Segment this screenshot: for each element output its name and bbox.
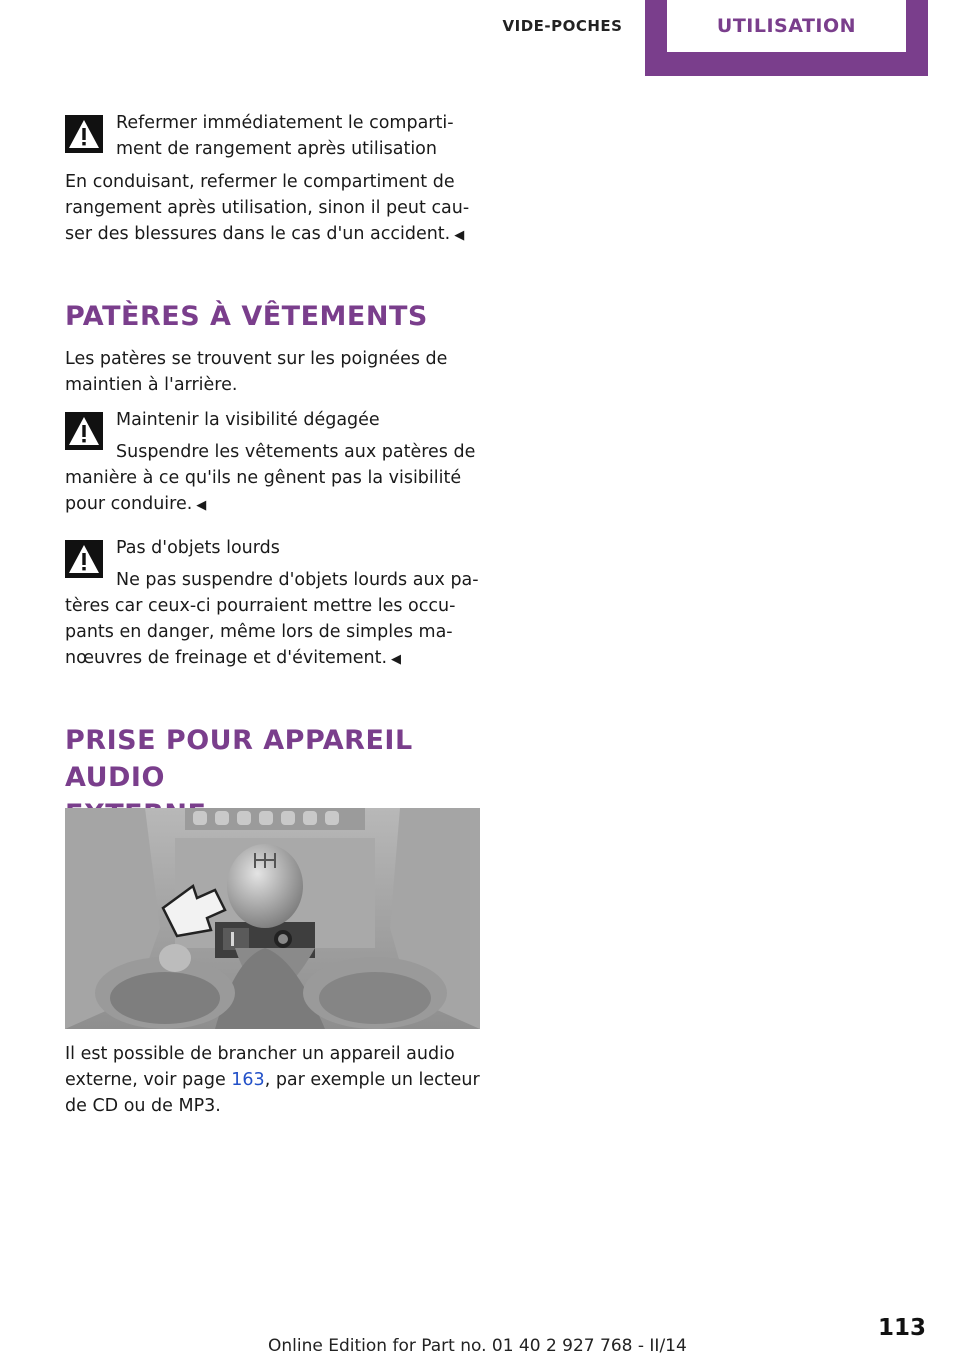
warning-title: Maintenir la visibilité dégagée: [116, 410, 380, 430]
end-mark-icon: ◀: [196, 498, 207, 513]
warning-visibility: [65, 407, 480, 519]
page-link[interactable]: 163: [231, 1070, 265, 1090]
warning-title: Pas d'objets lourds: [116, 538, 280, 558]
warning-body-line3: ser des blessures dans le cas d'un accident. ◀: [65, 224, 465, 244]
warning-triangle-icon: [65, 115, 103, 153]
running-header-section: VIDE-POCHES: [502, 17, 623, 35]
warning-triangle-icon: [65, 540, 103, 578]
pateres-intro-line1: Les patères se trouvent sur les poignées de: [65, 349, 448, 369]
warning-body-line1: En conduisant, refermer le compartiment de: [65, 172, 455, 192]
warning-body-line3: pour conduire. ◀: [65, 494, 207, 514]
chapter-tab-label: UTILISATION: [667, 0, 906, 52]
end-mark-icon: ◀: [454, 228, 465, 243]
pateres-intro-line2: maintien à l'arrière.: [65, 375, 238, 395]
warning-body-line1: Suspendre les vêtements aux patères de: [116, 442, 476, 462]
heading-audio-socket: PRISE POUR APPAREIL AUDIO: [65, 725, 413, 793]
warning-body-line2: tères car ceux-ci pourraient mettre les occu‐: [65, 596, 456, 616]
warning-body-line2: rangement après utilisation, sinon il peut cau‐: [65, 198, 470, 218]
pateres-intro: [65, 346, 480, 398]
warning-body-line2: manière à ce qu'ils ne gênent pas la visibilité: [65, 468, 462, 488]
warning-heavy-objects: [65, 535, 480, 673]
page-number: 113: [877, 1315, 926, 1341]
end-mark-icon: ◀: [391, 652, 402, 667]
warning-body-line1: Ne pas suspendre d'objets lourds aux pa‐: [116, 570, 479, 590]
chapter-tab[interactable]: [645, 0, 928, 76]
audio-body-line1: Il est possible de brancher un appareil audio: [65, 1044, 455, 1064]
audio-body-line3: de CD ou de MP3.: [65, 1096, 221, 1116]
audio-body-line2: externe, voir page 163, par exemple un lecteur: [65, 1070, 480, 1090]
warning-title-line2: ment de rangement après utilisation: [116, 139, 437, 159]
audio-body: [65, 1041, 480, 1119]
heading-pateres: PATÈRES À VÊTEMENTS: [65, 301, 428, 332]
aux-socket-photo: [65, 808, 480, 1029]
warning-body-line4: nœuvres de freinage et d'évitement. ◀: [65, 648, 402, 668]
warning-title-line1: Refermer immédiatement le comparti‐: [116, 113, 454, 133]
warning-body-line3: pants en danger, même lors de simples ma‐: [65, 622, 453, 642]
warning-close-compartment: [65, 110, 480, 249]
edition-footer: Online Edition for Part no. 01 40 2 927 768 - II/14: [268, 1336, 687, 1356]
warning-triangle-icon: [65, 412, 103, 450]
